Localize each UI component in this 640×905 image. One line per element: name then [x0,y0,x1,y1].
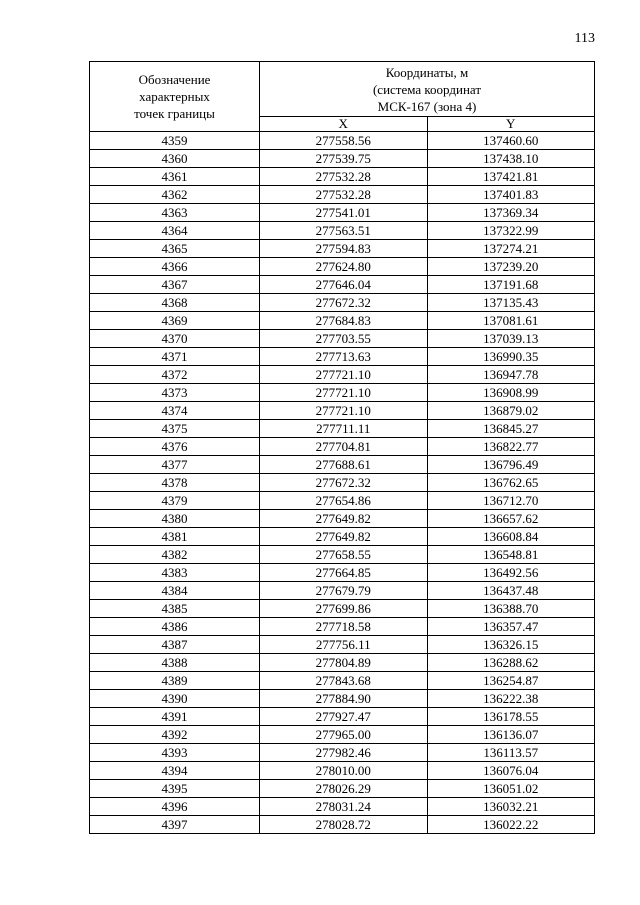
point-id-cell: 4394 [90,762,260,780]
x-coordinate-cell: 277711.11 [260,420,428,438]
point-id-cell: 4359 [90,132,260,150]
y-coordinate-cell: 136845.27 [427,420,595,438]
y-coordinate-cell: 136051.02 [427,780,595,798]
y-coordinate-cell: 137135.43 [427,294,595,312]
point-id-cell: 4391 [90,708,260,726]
table-row [90,474,595,492]
point-id-cell: 4390 [90,690,260,708]
table-row [90,510,595,528]
table-row [90,708,595,726]
point-id-cell: 4375 [90,420,260,438]
table-row [90,600,595,618]
point-id-cell: 4372 [90,366,260,384]
point-id-cell: 4374 [90,402,260,420]
y-coordinate-cell: 136178.55 [427,708,595,726]
table-row [90,330,595,348]
table-row [90,384,595,402]
y-coordinate-cell: 136326.15 [427,636,595,654]
y-coordinate-cell: 136608.84 [427,528,595,546]
y-coordinate-cell: 136657.62 [427,510,595,528]
y-coordinate-cell: 136879.02 [427,402,595,420]
x-coordinate-cell: 277532.28 [260,186,428,204]
x-coordinate-cell: 277713.63 [260,348,428,366]
page-number: 113 [574,31,595,46]
x-coordinate-cell: 277699.86 [260,600,428,618]
y-coordinate-cell: 136388.70 [427,600,595,618]
point-id-cell: 4393 [90,744,260,762]
table-row [90,348,595,366]
header-line: характерных [139,89,210,104]
x-coordinate-cell: 277558.56 [260,132,428,150]
x-coordinate-cell: 277718.58 [260,618,428,636]
table-row [90,240,595,258]
x-column-header: X [260,117,428,132]
table-row [90,258,595,276]
point-id-cell: 4363 [90,204,260,222]
table-row [90,564,595,582]
y-coordinate-cell: 136113.57 [427,744,595,762]
y-coordinate-cell: 136822.77 [427,438,595,456]
x-coordinate-cell: 277721.10 [260,384,428,402]
header-line: точек границы [134,106,215,121]
x-coordinate-cell: 277704.81 [260,438,428,456]
point-id-cell: 4368 [90,294,260,312]
x-coordinate-cell: 277594.83 [260,240,428,258]
x-coordinate-cell: 277982.46 [260,744,428,762]
table-row [90,132,595,150]
point-id-cell: 4386 [90,618,260,636]
y-coordinate-cell: 136022.22 [427,816,595,834]
table-row [90,636,595,654]
table-row [90,186,595,204]
point-id-cell: 4380 [90,510,260,528]
point-id-cell: 4369 [90,312,260,330]
y-coordinate-cell: 136548.81 [427,546,595,564]
x-coordinate-cell: 277721.10 [260,402,428,420]
table-row [90,798,595,816]
point-id-cell: 4373 [90,384,260,402]
y-coordinate-cell: 137421.81 [427,168,595,186]
y-coordinate-cell: 136437.48 [427,582,595,600]
header-line: (система координат [372,81,482,97]
y-coordinate-cell: 136254.87 [427,672,595,690]
header-line: Обозначение [138,72,211,87]
table-row [90,312,595,330]
table-row [90,690,595,708]
point-id-cell: 4392 [90,726,260,744]
x-coordinate-cell: 277672.32 [260,474,428,492]
y-coordinate-cell: 137239.20 [427,258,595,276]
point-id-cell: 4362 [90,186,260,204]
y-coordinate-cell: 136076.04 [427,762,595,780]
x-coordinate-cell: 277884.90 [260,690,428,708]
table-row [90,294,595,312]
y-coordinate-cell: 137081.61 [427,312,595,330]
table-row [90,528,595,546]
point-id-cell: 4388 [90,654,260,672]
coordinates-header [260,62,595,117]
x-coordinate-cell: 277539.75 [260,150,428,168]
table-row [90,204,595,222]
point-id-cell: 4367 [90,276,260,294]
y-coordinate-cell: 136762.65 [427,474,595,492]
point-label-header [90,62,260,132]
point-id-cell: 4385 [90,600,260,618]
y-coordinate-cell: 136288.62 [427,654,595,672]
y-coordinate-cell: 137369.34 [427,204,595,222]
x-coordinate-cell: 277721.10 [260,366,428,384]
y-coordinate-cell: 136492.56 [427,564,595,582]
point-id-cell: 4381 [90,528,260,546]
y-coordinate-cell: 136796.49 [427,456,595,474]
coordinates-table [89,61,595,834]
x-coordinate-cell: 278031.24 [260,798,428,816]
x-coordinate-cell: 277679.79 [260,582,428,600]
point-id-cell: 4364 [90,222,260,240]
table-row [90,816,595,834]
x-coordinate-cell: 277654.86 [260,492,428,510]
point-id-cell: 4389 [90,672,260,690]
table-row [90,582,595,600]
x-coordinate-cell: 277658.55 [260,546,428,564]
table-row [90,222,595,240]
x-coordinate-cell: 277532.28 [260,168,428,186]
x-coordinate-cell: 277688.61 [260,456,428,474]
x-coordinate-cell: 277965.00 [260,726,428,744]
x-coordinate-cell: 277804.89 [260,654,428,672]
y-coordinate-cell: 136947.78 [427,366,595,384]
table-row [90,726,595,744]
x-coordinate-cell: 277843.68 [260,672,428,690]
x-coordinate-cell: 277649.82 [260,510,428,528]
table-row [90,744,595,762]
point-id-cell: 4383 [90,564,260,582]
x-coordinate-cell: 277927.47 [260,708,428,726]
table-row [90,276,595,294]
point-id-cell: 4395 [90,780,260,798]
x-coordinate-cell: 277684.83 [260,312,428,330]
table-row [90,168,595,186]
x-coordinate-cell: 277541.01 [260,204,428,222]
x-coordinate-cell: 278026.29 [260,780,428,798]
point-id-cell: 4379 [90,492,260,510]
point-id-cell: 4382 [90,546,260,564]
table-row [90,762,595,780]
x-coordinate-cell: 277664.85 [260,564,428,582]
table-row [90,654,595,672]
x-coordinate-cell: 277672.32 [260,294,428,312]
table-row [90,492,595,510]
table-row [90,366,595,384]
y-coordinate-cell: 136990.35 [427,348,595,366]
table-row [90,150,595,168]
point-id-cell: 4378 [90,474,260,492]
point-id-cell: 4397 [90,816,260,834]
point-id-cell: 4371 [90,348,260,366]
header-line: Координаты, м [385,64,469,80]
y-coordinate-cell: 137438.10 [427,150,595,168]
x-coordinate-cell: 277646.04 [260,276,428,294]
point-id-cell: 4370 [90,330,260,348]
table-row [90,456,595,474]
y-coordinate-cell: 137191.68 [427,276,595,294]
y-column-header: Y [427,117,595,132]
table-row [90,618,595,636]
x-coordinate-cell: 277756.11 [260,636,428,654]
y-coordinate-cell: 137039.13 [427,330,595,348]
point-id-cell: 4365 [90,240,260,258]
y-coordinate-cell: 137322.99 [427,222,595,240]
table-row [90,780,595,798]
y-coordinate-cell: 137274.21 [427,240,595,258]
y-coordinate-cell: 136712.70 [427,492,595,510]
x-coordinate-cell: 277624.80 [260,258,428,276]
point-id-cell: 4360 [90,150,260,168]
point-id-cell: 4377 [90,456,260,474]
x-coordinate-cell: 277563.51 [260,222,428,240]
point-id-cell: 4384 [90,582,260,600]
x-coordinate-cell: 278028.72 [260,816,428,834]
table-row [90,420,595,438]
header-line: МСК-167 (зона 4) [377,98,477,114]
x-coordinate-cell: 277649.82 [260,528,428,546]
x-coordinate-cell: 277703.55 [260,330,428,348]
table-row [90,672,595,690]
point-id-cell: 4366 [90,258,260,276]
point-id-cell: 4396 [90,798,260,816]
y-coordinate-cell: 136032.21 [427,798,595,816]
y-coordinate-cell: 136908.99 [427,384,595,402]
point-id-cell: 4387 [90,636,260,654]
x-coordinate-cell: 278010.00 [260,762,428,780]
y-coordinate-cell: 136357.47 [427,618,595,636]
table-row [90,438,595,456]
table-body [90,132,595,834]
y-coordinate-cell: 136136.07 [427,726,595,744]
point-id-cell: 4376 [90,438,260,456]
table-row [90,546,595,564]
y-coordinate-cell: 137460.60 [427,132,595,150]
table-row [90,402,595,420]
point-id-cell: 4361 [90,168,260,186]
y-coordinate-cell: 137401.83 [427,186,595,204]
y-coordinate-cell: 136222.38 [427,690,595,708]
